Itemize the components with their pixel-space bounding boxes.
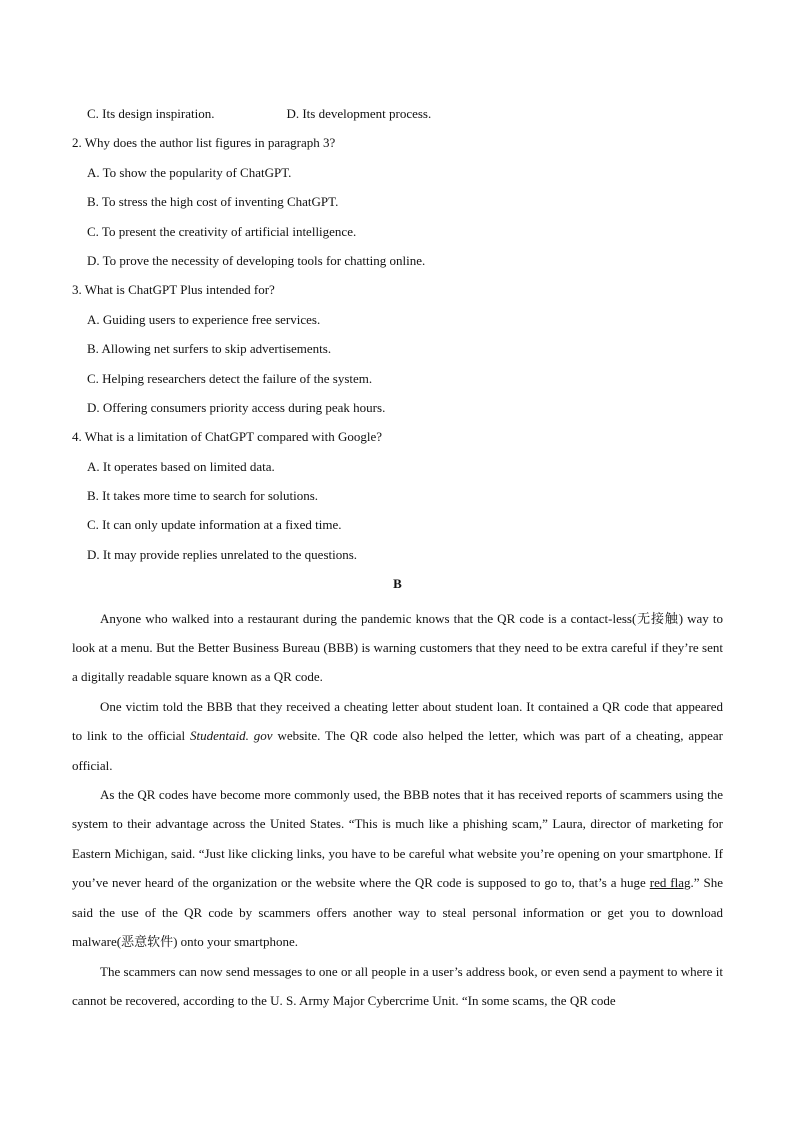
question-option: C. Helping researchers detect the failure of the system. — [87, 370, 373, 386]
question-2 — [72, 133, 723, 280]
q1-option-c: C. Its design inspiration. — [87, 106, 215, 121]
question-option: C. It can only update information at a fixed time. — [87, 517, 342, 533]
exam-page — [72, 104, 723, 1015]
q1-options-cd — [72, 104, 723, 133]
question-option: A. It operates based on limited data. — [87, 458, 275, 474]
question-option: B. Allowing net surfers to skip advertisements. — [87, 341, 332, 357]
question-stem: 4. What is a limitation of ChatGPT compared with Google? — [72, 429, 383, 445]
question-option: D. It may provide replies unrelated to the questions. — [87, 546, 358, 562]
question-stem: 2. Why does the author list figures in paragraph 3? — [72, 135, 336, 151]
passage-b — [72, 604, 723, 1016]
paragraph-3-text-b: .” She said the use of the QR code by scammers offers another way to steal personal information or get you to download malware(恶意软件) onto your smartphone. — [72, 875, 723, 950]
paragraph-3-text-a: As the QR codes have become more commonly used, the BBB notes that it has received reports of scammers using the system to their advantage across the United States. “This is much like a phishing scam,” Laura, director of marketing for Eastern Michigan, said. “Just like clicking links, you have to be careful what website you’re opening on your smartphone. If you’ve never heard of the organization or the website where the QR code is supposed to go to, that’s a huge — [72, 787, 723, 891]
question-stem: 3. What is ChatGPT Plus intended for? — [72, 282, 275, 298]
question-option: B. To stress the high cost of inventing ChatGPT. — [87, 194, 339, 210]
question-4 — [72, 427, 723, 574]
paragraph-1: Anyone who walked into a restaurant during the pandemic knows that the QR code is a contact-less(无接触) way to look at a menu. But the Better Business Bureau (BBB) is warning customers that they need to be extra careful if they’re sent a digitally readable square known as a QR code. — [72, 610, 723, 685]
question-3 — [72, 280, 723, 427]
question-option: A. To show the popularity of ChatGPT. — [87, 164, 292, 180]
question-option: D. To prove the necessity of developing tools for chatting online. — [87, 252, 426, 268]
question-option: C. To present the creativity of artificial intelligence. — [87, 223, 357, 239]
underlined-phrase: red flag — [649, 875, 691, 891]
paragraph-2 — [72, 692, 723, 780]
paragraph-4: The scammers can now send messages to one or all people in a user’s address book, or even send a payment to where it cannot be recovered, according to the U. S. Army Major Cybercrime Unit. “In some scams, the QR code — [72, 963, 723, 1008]
q1-option-d: D. Its development process. — [286, 106, 432, 121]
paragraph-3 — [72, 780, 723, 956]
paragraph-2-text-b: website. The QR code also helped the letter, which was part of a cheating, appear official. — [72, 728, 723, 773]
website-name: Studentaid. gov — [190, 728, 273, 744]
question-option: B. It takes more time to search for solutions. — [87, 488, 319, 504]
paragraph-2-text-a: One victim told the BBB that they received a cheating letter about student loan. It contained a QR code that appeared to link to the official — [72, 698, 723, 744]
question-option: A. Guiding users to experience free services. — [87, 311, 321, 327]
section-title: B — [393, 576, 402, 592]
question-option: D. Offering consumers priority access during peak hours. — [87, 399, 386, 415]
